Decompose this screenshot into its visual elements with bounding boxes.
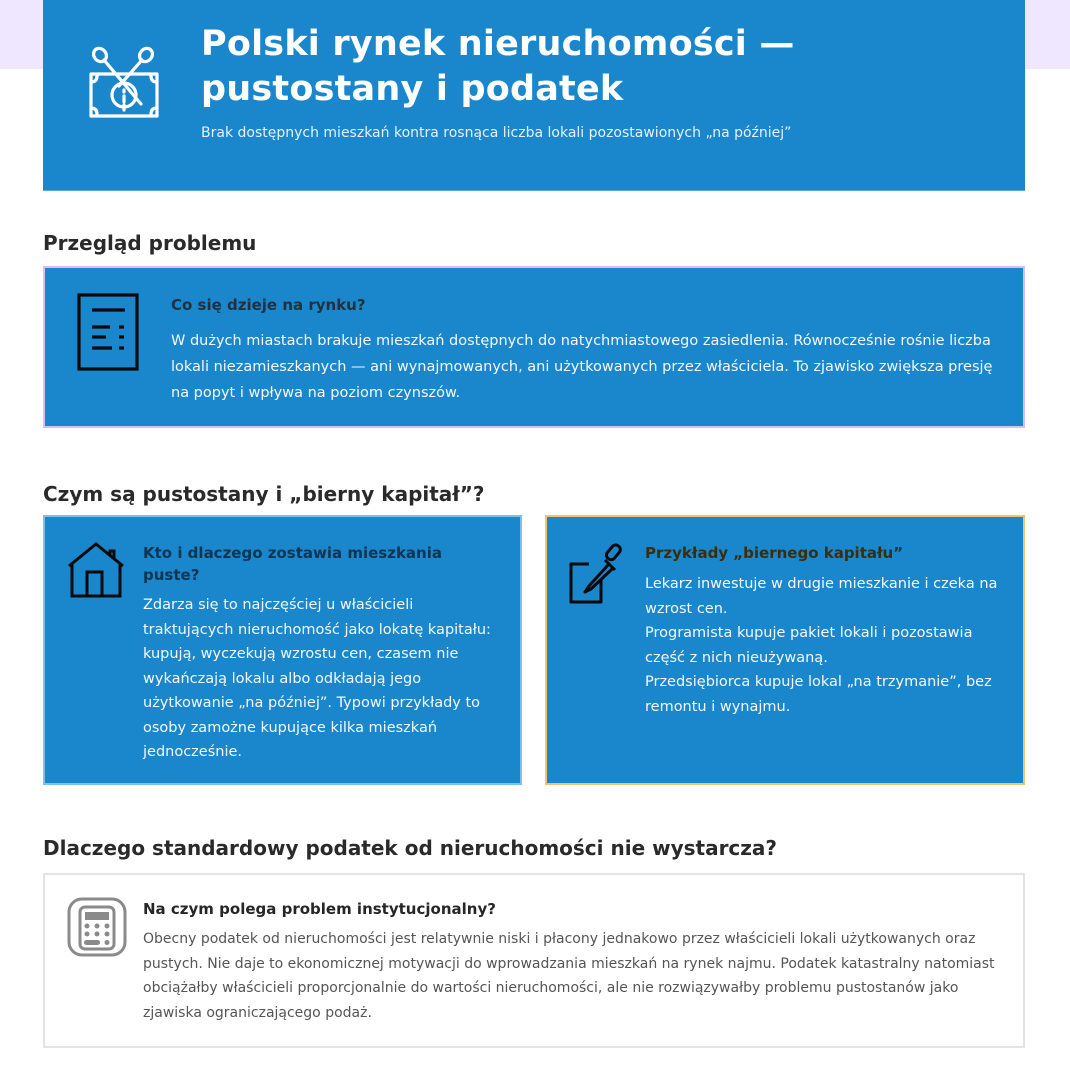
hero-banner <box>43 0 1025 191</box>
house-icon <box>67 542 125 600</box>
card-body: Obecny podatek od nieruchomości jest relatywnie niski i płacony jednakowo przez właścicieli lokali użytkowanych oraz pustych. Nie daje to ekonomicznej motywacji do wprowadzania mieszkań na rynek najmu. Podatek katastralny natomiast obciążałby właścicieli proporcjonalnie do wartości nieruchomości, ale nie rozwiązywałby problemu pustostanów jako zjawiska ograniczającego podaż. <box>143 931 995 1021</box>
money-scissors-icon <box>89 44 159 118</box>
card-body: Zdarza się to najczęściej u właścicieli traktujących nieruchomość jako lokatę kapitału: kupują, wyczekują wzrostu cen, czasem nie wykańczają lokalu albo odkładają jego użytkowanie „na później”. Typowi przykłady to osoby zamożne kupujące kilka mieszkań jednocześnie. <box>143 597 491 760</box>
examples-list <box>645 572 1015 719</box>
card-title: Na czym polega problem instytucjonalny? <box>143 900 496 918</box>
card-title: Przykłady „biernego kapitału” <box>645 544 904 562</box>
section-title-vacancies: Czym są pustostany i „bierny kapitał”? <box>43 482 485 506</box>
card-title: Co się dzieje na rynku? <box>171 296 366 314</box>
card-body: W dużych miastach brakuje mieszkań dostępnych do natychmiastowego zasiedlenia. Równocześnie rośnie liczba lokali niezamieszkanych — ani wynajmowanych, ani użytkowanych przez właściciela. To zjawisko zwiększa presję na popyt i wpływa na poziom czynszów. <box>171 333 993 401</box>
example-item: Lekarz inwestuje w drugie mieszkanie i czeka na wzrost cen. <box>645 576 998 617</box>
page-title: Polski rynek nieruchomości — pustostany i podatek <box>201 24 795 109</box>
calculator-icon <box>67 897 127 957</box>
dropper-icon <box>569 542 629 604</box>
who-leaves-empty-card <box>43 515 522 785</box>
institutional-problem-card <box>43 873 1025 1048</box>
document-list-icon <box>77 293 139 371</box>
passive-capital-examples-card <box>545 515 1025 785</box>
example-item: Przedsiębiorca kupuje lokal „na trzymanie”, bez remontu i wynajmu. <box>645 674 992 715</box>
example-item: Programista kupuje pakiet lokali i pozostawia część z nich nieużywaną. <box>645 625 973 666</box>
card-title: Kto i dlaczego zostawia mieszkania puste? <box>143 544 442 584</box>
section-title-overview: Przegląd problemu <box>43 231 257 255</box>
market-overview-card <box>43 266 1025 428</box>
section-title-tax: Dlaczego standardowy podatek od nieruchomości nie wystarcza? <box>43 836 778 860</box>
page-subtitle: Brak dostępnych mieszkań kontra rosnąca liczba lokali pozostawionych „na później” <box>201 125 792 141</box>
